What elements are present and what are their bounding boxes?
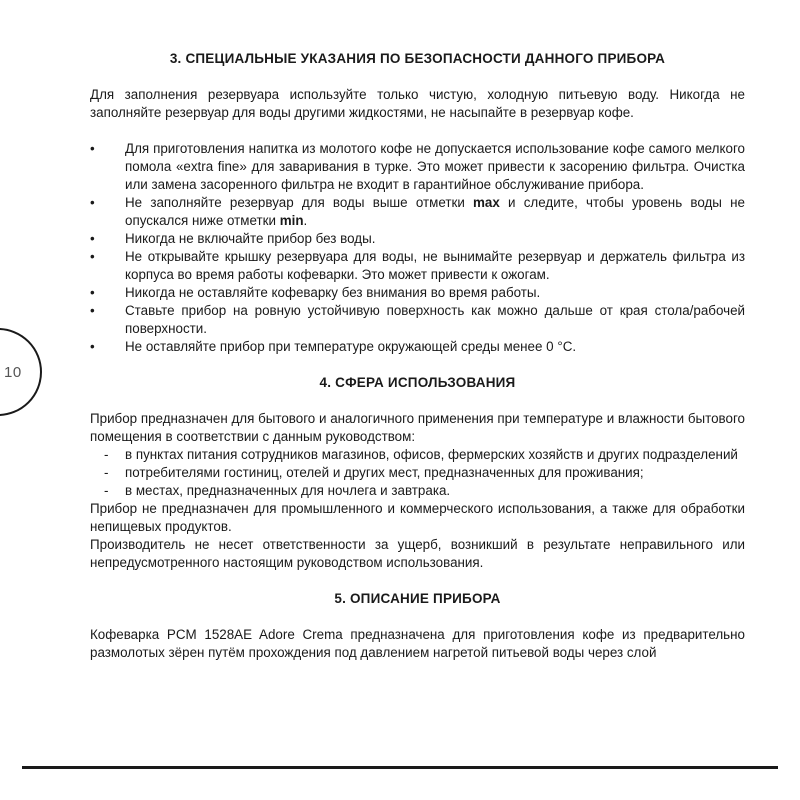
section-4-paragraph-3: Производитель не несет ответственности за ущерб, возникший в результате неправильного или непредусмотренного настоящим руководством использования. (90, 537, 745, 570)
list-item: • Не открывайте крышку резервуара для воды, не вынимайте резервуар и держатель фильтра из корпуса во время работы кофеварки. Это может привести к ожогам. (90, 248, 745, 284)
min-mark: min (279, 213, 304, 228)
list-item: - в местах, предназначенных для ночлега и завтрака. (90, 482, 745, 500)
max-mark: max (473, 195, 500, 210)
usage-list (90, 446, 745, 500)
page-number: 10 (4, 364, 22, 381)
footer-rule (22, 766, 778, 769)
list-item: • Никогда не оставляйте кофеварку без внимания во время работы. (90, 284, 745, 302)
list-item: • Для приготовления напитка из молотого кофе не допускается использование кофе самого мелкого помола «extra fine» для заваривания в турке. Это может привести к засорению фильтра. Очистка или замена засоренного фильтра не входит в гарантийное обслуживание прибора. (90, 140, 745, 194)
section-5-intro: Кофеварка PCM 1528AE Adore Crema предназначена для приготовления кофе из предварительно размолотых зёрен путём прохождения под давлением нагретой питьевой воды через слой (90, 627, 745, 660)
list-item: • Не оставляйте прибор при температуре окружающей среды менее 0 °С. (90, 338, 745, 356)
list-item: - потребителями гостиниц, отелей и других мест, предназначенных для проживания; (90, 464, 745, 482)
section-4-heading: 4. СФЕРА ИСПОЛЬЗОВАНИЯ (319, 375, 516, 390)
section-3-intro: Для заполнения резервуара используйте только чистую, холодную питьевую воду. Никогда не заполняйте резервуар для воды другими жидкостями, не насыпайте в резервуар кофе. (90, 87, 745, 120)
section-5-heading: 5. ОПИСАНИЕ ПРИБОРА (334, 591, 501, 606)
list-item: • Не заполняйте резервуар для воды выше отметки max и следите, чтобы уровень воды не опускался ниже отметки min. (90, 194, 745, 230)
section-4-paragraph-2: Прибор не предназначен для промышленного и коммерческого использования, а также для обработки непищевых продуктов. (90, 501, 745, 534)
list-item: - в пунктах питания сотрудников магазинов, офисов, фермерских хозяйств и других подразделений (90, 446, 745, 464)
safety-list (90, 140, 745, 356)
section-3-heading: 3. СПЕЦИАЛЬНЫЕ УКАЗАНИЯ ПО БЕЗОПАСНОСТИ ДАННОГО ПРИБОРА (169, 51, 666, 66)
section-4-intro: Прибор предназначен для бытового и аналогичного применения при температуре и влажности бытового помещения в соответствии с данным руководством: (90, 411, 745, 444)
list-item: • Никогда не включайте прибор без воды. (90, 230, 745, 248)
list-item: • Ставьте прибор на ровную устойчивую поверхность как можно дальше от края стола/рабочей поверхности. (90, 302, 745, 338)
document-content (90, 50, 745, 662)
